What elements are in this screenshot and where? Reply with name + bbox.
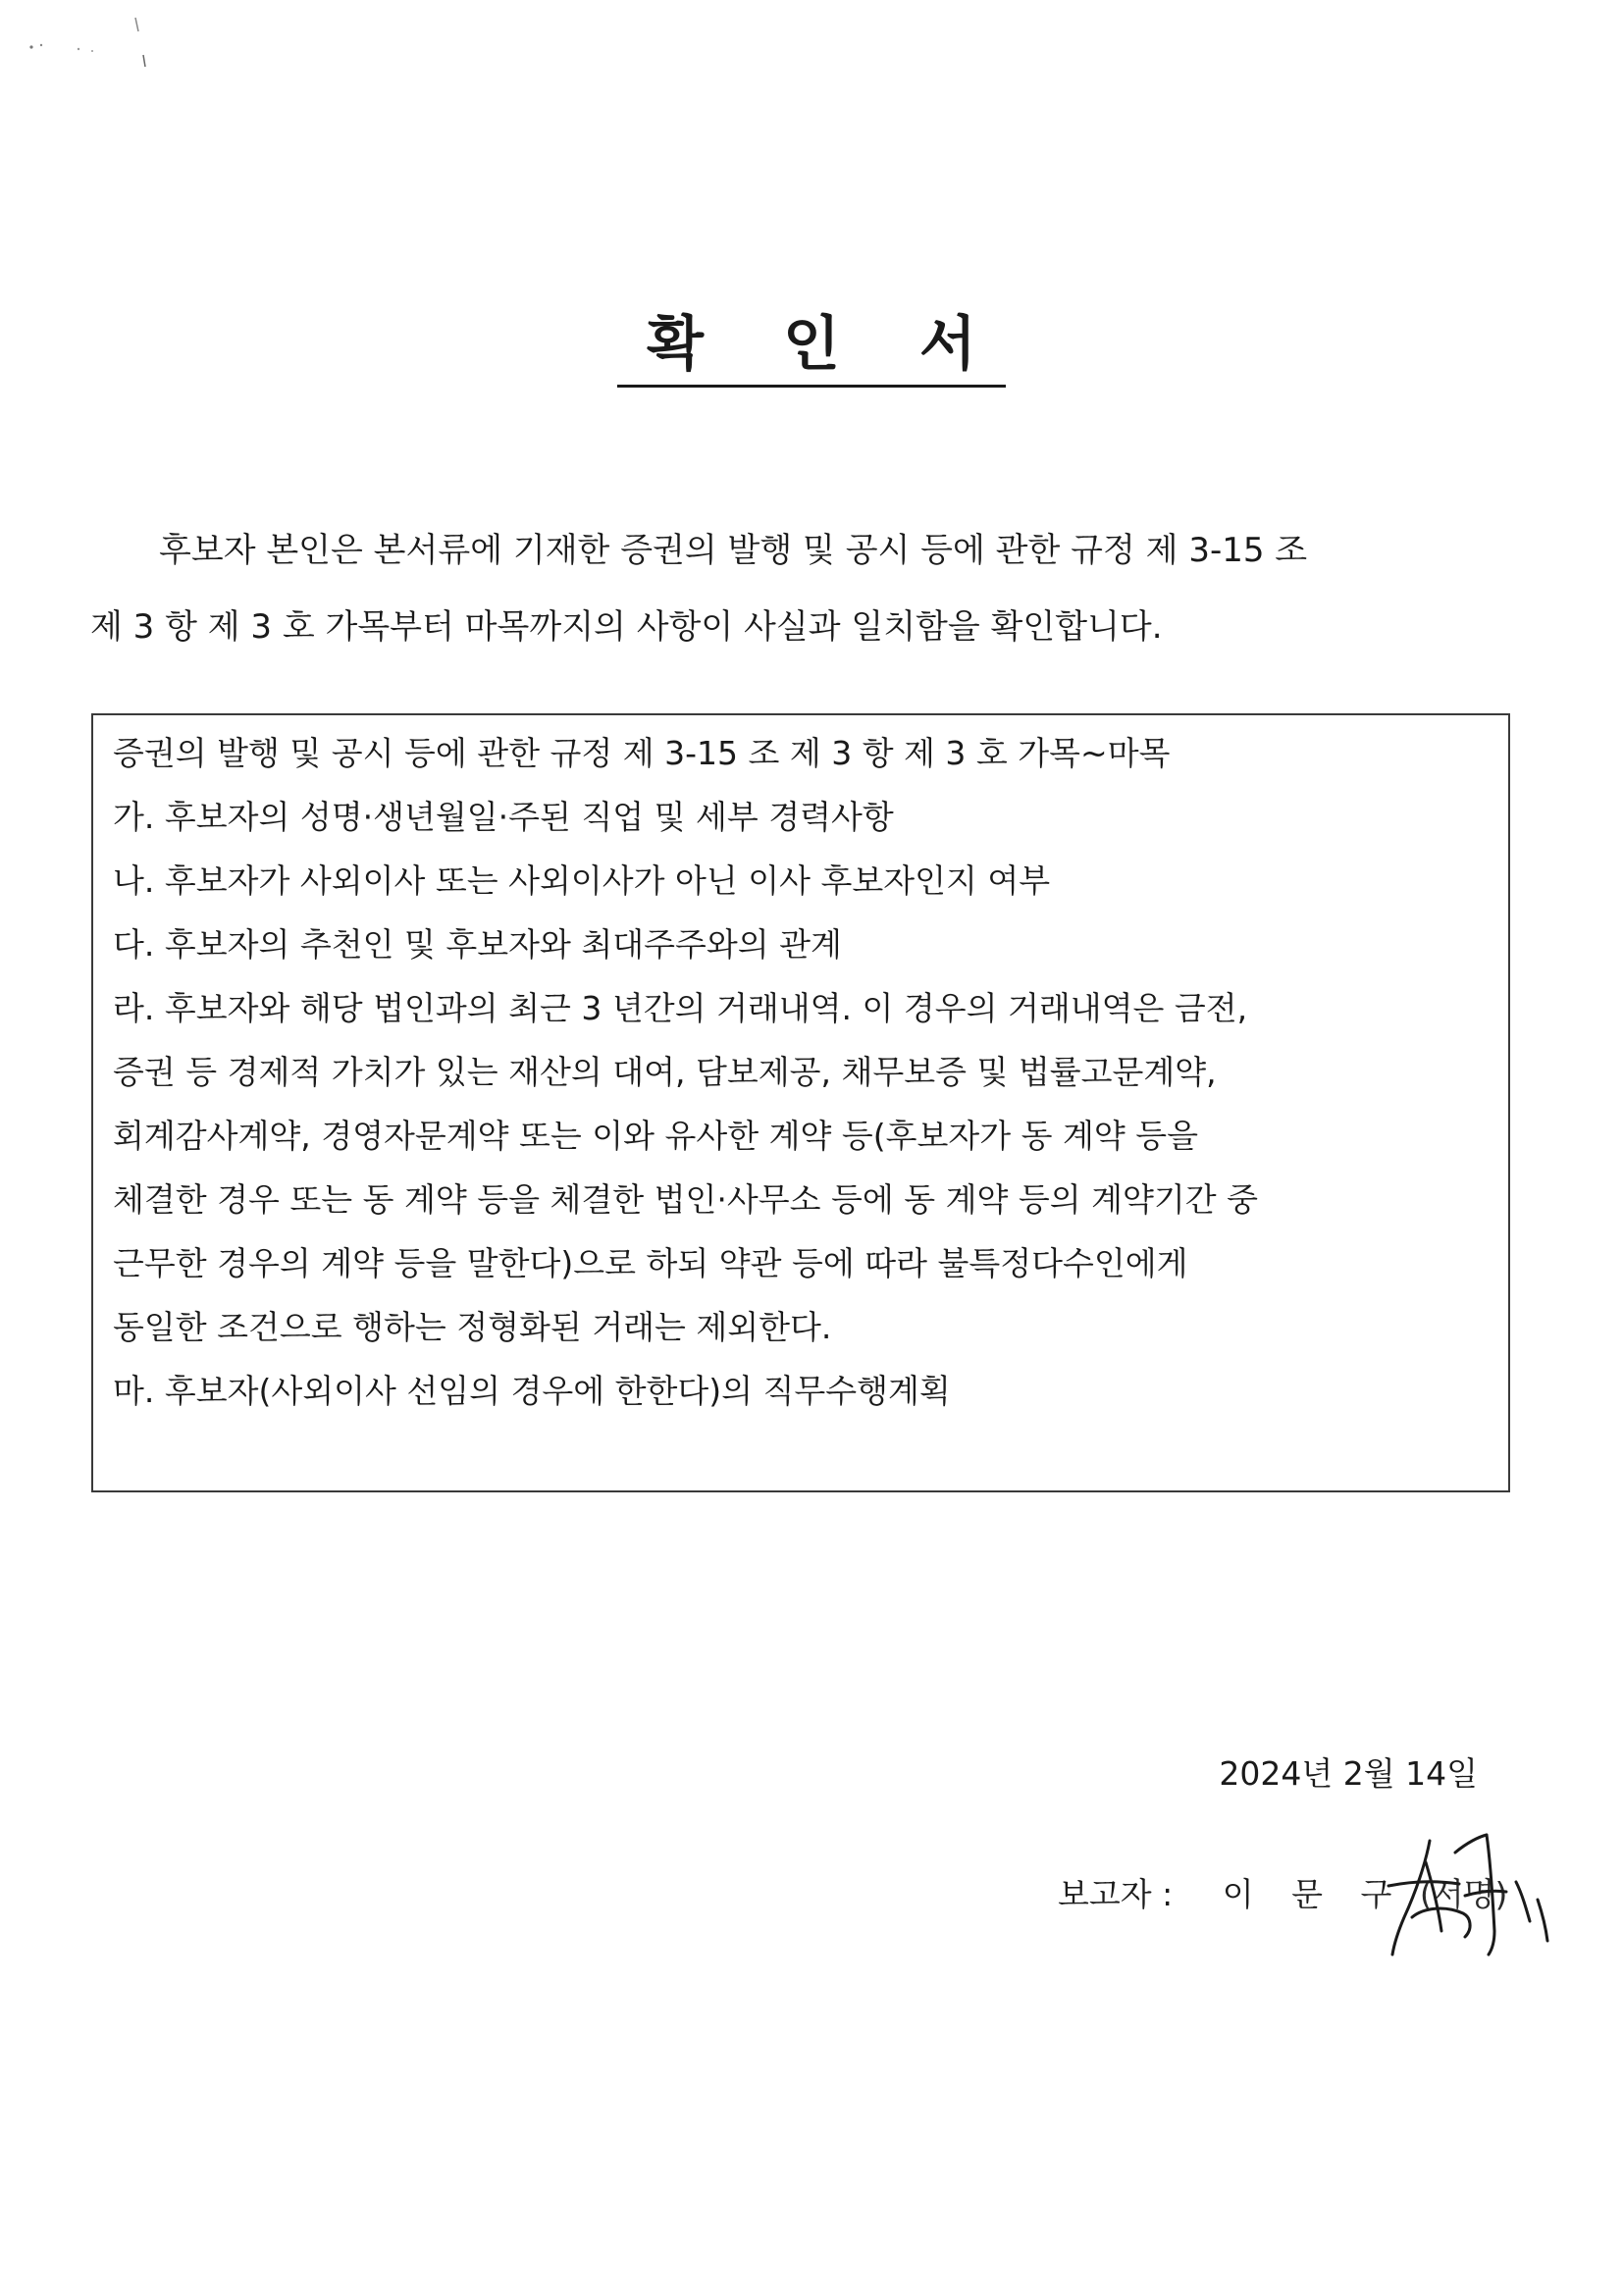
list-item: 체결한 경우 또는 동 계약 등을 체결한 법인·사무소 등에 동 계약 등의 계약기간 중 xyxy=(113,1180,1258,1219)
document-date: 2024년 2월 14일 xyxy=(1219,1754,1478,1793)
intro-line-1: 후보자 본인은 본서류에 기재한 증권의 발행 및 공시 등에 관한 규정 제 3-15 조 xyxy=(159,531,1308,570)
list-item: 마. 후보자(사외이사 선임의 경우에 한한다)의 직무수행계획 xyxy=(113,1372,951,1410)
intro-line-2: 제 3 항 제 3 호 가목부터 마목까지의 사항이 사실과 일치함을 확인합니다. xyxy=(90,607,1163,647)
items-box xyxy=(91,713,1510,1492)
scan-specks xyxy=(20,10,157,69)
handwritten-signature xyxy=(1369,1823,1555,1970)
intro-paragraph xyxy=(90,512,1503,665)
list-item: 증권 등 경제적 가치가 있는 재산의 대여, 담보제공, 채무보증 및 법률고문계약, xyxy=(113,1053,1217,1091)
document-title-text: 확 인 서 xyxy=(617,306,1006,388)
list-item: 라. 후보자와 해당 법인과의 최근 3 년간의 거래내역. 이 경우의 거래내역은 금전, xyxy=(113,989,1248,1027)
list-item: 가. 후보자의 성명·생년월일·주된 직업 및 세부 경력사항 xyxy=(113,798,894,836)
reporter-name: 이 문 구 xyxy=(1222,1875,1406,1913)
items-box-heading: 증권의 발행 및 공시 등에 관한 규정 제 3-15 조 제 3 항 제 3 호 가목~마목 xyxy=(113,734,1171,772)
list-item: 동일한 조건으로 행하는 정형화된 거래는 제외한다. xyxy=(113,1308,832,1346)
list-item: 회계감사계약, 경영자문계약 또는 이와 유사한 계약 등(후보자가 동 계약 등을 xyxy=(113,1117,1198,1155)
document-title xyxy=(0,306,1623,388)
list-item: 근무한 경우의 계약 등을 말한다)으로 하되 약관 등에 따라 불특정다수인에게 xyxy=(113,1244,1188,1282)
signature-placeholder: (서명) xyxy=(1419,1875,1508,1913)
items-list xyxy=(113,721,1498,1423)
list-item: 나. 후보자가 사외이사 또는 사외이사가 아닌 이사 후보자인지 여부 xyxy=(113,861,1051,900)
reporter-label: 보고자 : xyxy=(1058,1875,1174,1913)
list-item: 다. 후보자의 추천인 및 후보자와 최대주주와의 관계 xyxy=(113,925,842,964)
